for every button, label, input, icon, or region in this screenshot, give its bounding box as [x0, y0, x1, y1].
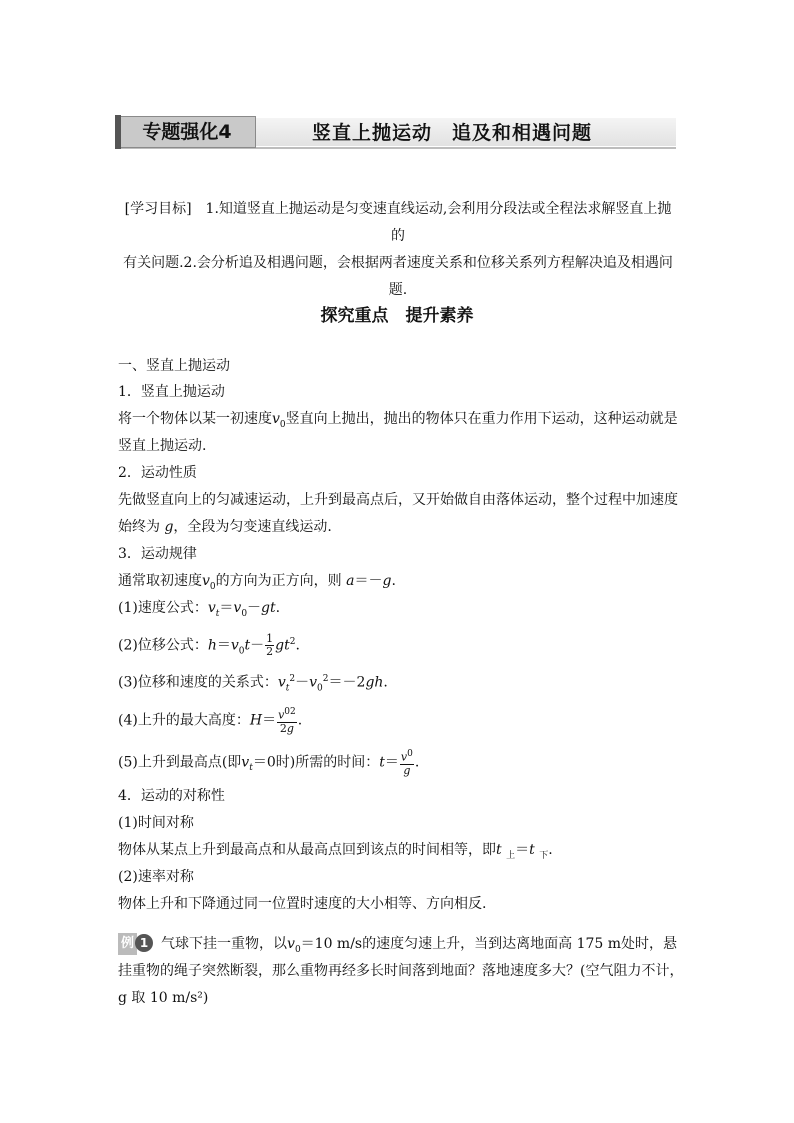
part-heading: 一、竖直上抛运动	[118, 358, 230, 374]
goals-line-1: [学习目标] 1.知道竖直上抛运动是匀变速直线运动,会利用分段法或全程法求解竖直上抛的	[124, 201, 672, 244]
subheading-motion-nature: 2．运动性质	[118, 465, 197, 481]
chapter-badge: 专题强化4	[118, 116, 256, 148]
symmetry-speed-text: 物体上升和下降通过同一位置时速度的大小相等、方向相反.	[118, 896, 487, 912]
nature-line-1: 先做竖直向上的匀减速运动，上升到最高点后，又开始做自由落体运动，整个过程中加速度	[118, 492, 678, 508]
formula-velocity-displacement: (3)位移和速度的关系式：$v_t^2-v_0^2=-2gh$.	[118, 674, 388, 694]
subheading-vertical-throw: 1．竖直上抛运动	[118, 384, 225, 400]
formula-velocity: (1)速度公式：$v_t=v_0-gt$.	[118, 600, 281, 619]
definition-line-1: 将一个物体以某一初速度$v_0$竖直向上抛出，抛出的物体只在重力作用下运动，这种运动就是	[118, 411, 678, 430]
goals-line-3: 题.	[388, 282, 408, 298]
example-line-1: 例 1 气球下挂一重物，以$v_0=10$ m/s的速度匀速上升，当到达离地面高 175 m处时，悬	[118, 933, 678, 960]
fraction-one-half: $\frac{1}{2}$	[266, 632, 274, 659]
symmetry-speed-heading: (2)速率对称	[118, 869, 194, 885]
goals-line-2: 有关问题.2.会分析追及相遇问题，会根据两者速度关系和位移关系列方程解决追及相遇问	[123, 255, 673, 271]
laws-intro: 通常取初速度$v_0$的方向为正方向，则 a＝－g.	[118, 573, 396, 592]
page-title: 竖直上抛运动 追及和相遇问题	[312, 122, 593, 144]
symmetry-time-heading: (1)时间对称	[118, 815, 194, 831]
nature-line-2: 始终为 g，全段为匀变速直线运动.	[118, 519, 332, 535]
fraction-v0-g: $\frac{v^0}{g}$	[400, 749, 413, 777]
formula-displacement: (2)位移公式：$h=v_0t-$ $\frac{1}{2}$ $gt^2$.	[118, 632, 300, 659]
section-title: 探究重点 提升素养	[320, 306, 474, 326]
subheading-motion-laws: 3．运动规律	[118, 546, 197, 562]
symmetry-time-text: 物体从某点上升到最高点和从最高点回到该点的时间相等，即t $_上$＝t $_下$.	[118, 842, 553, 861]
formula-rise-time: (5)上升到最高点(即$v_t=0$时)所需的时间：t＝ $\frac{v^0}{g}$ .	[118, 749, 420, 777]
learning-goals	[118, 196, 678, 304]
example-line-2: 挂重物的绳子突然断裂，那么重物再经多长时间落到地面？落地速度多大？(空气阻力不计，	[118, 963, 684, 979]
fraction-v02-2g: $\frac{v^{02}}{2g}$	[278, 707, 296, 735]
chapter-header	[116, 116, 676, 166]
definition-line-2: 竖直上抛运动.	[118, 438, 207, 454]
subheading-symmetry: 4．运动的对称性	[118, 788, 225, 804]
example-badge-icon: 例 1	[118, 933, 153, 955]
formula-max-height: (4)上升的最大高度：H＝ $\frac{v^{02}}{2g}$ .	[118, 707, 303, 735]
example-line-3: g 取 10 m/s²)	[118, 990, 209, 1006]
